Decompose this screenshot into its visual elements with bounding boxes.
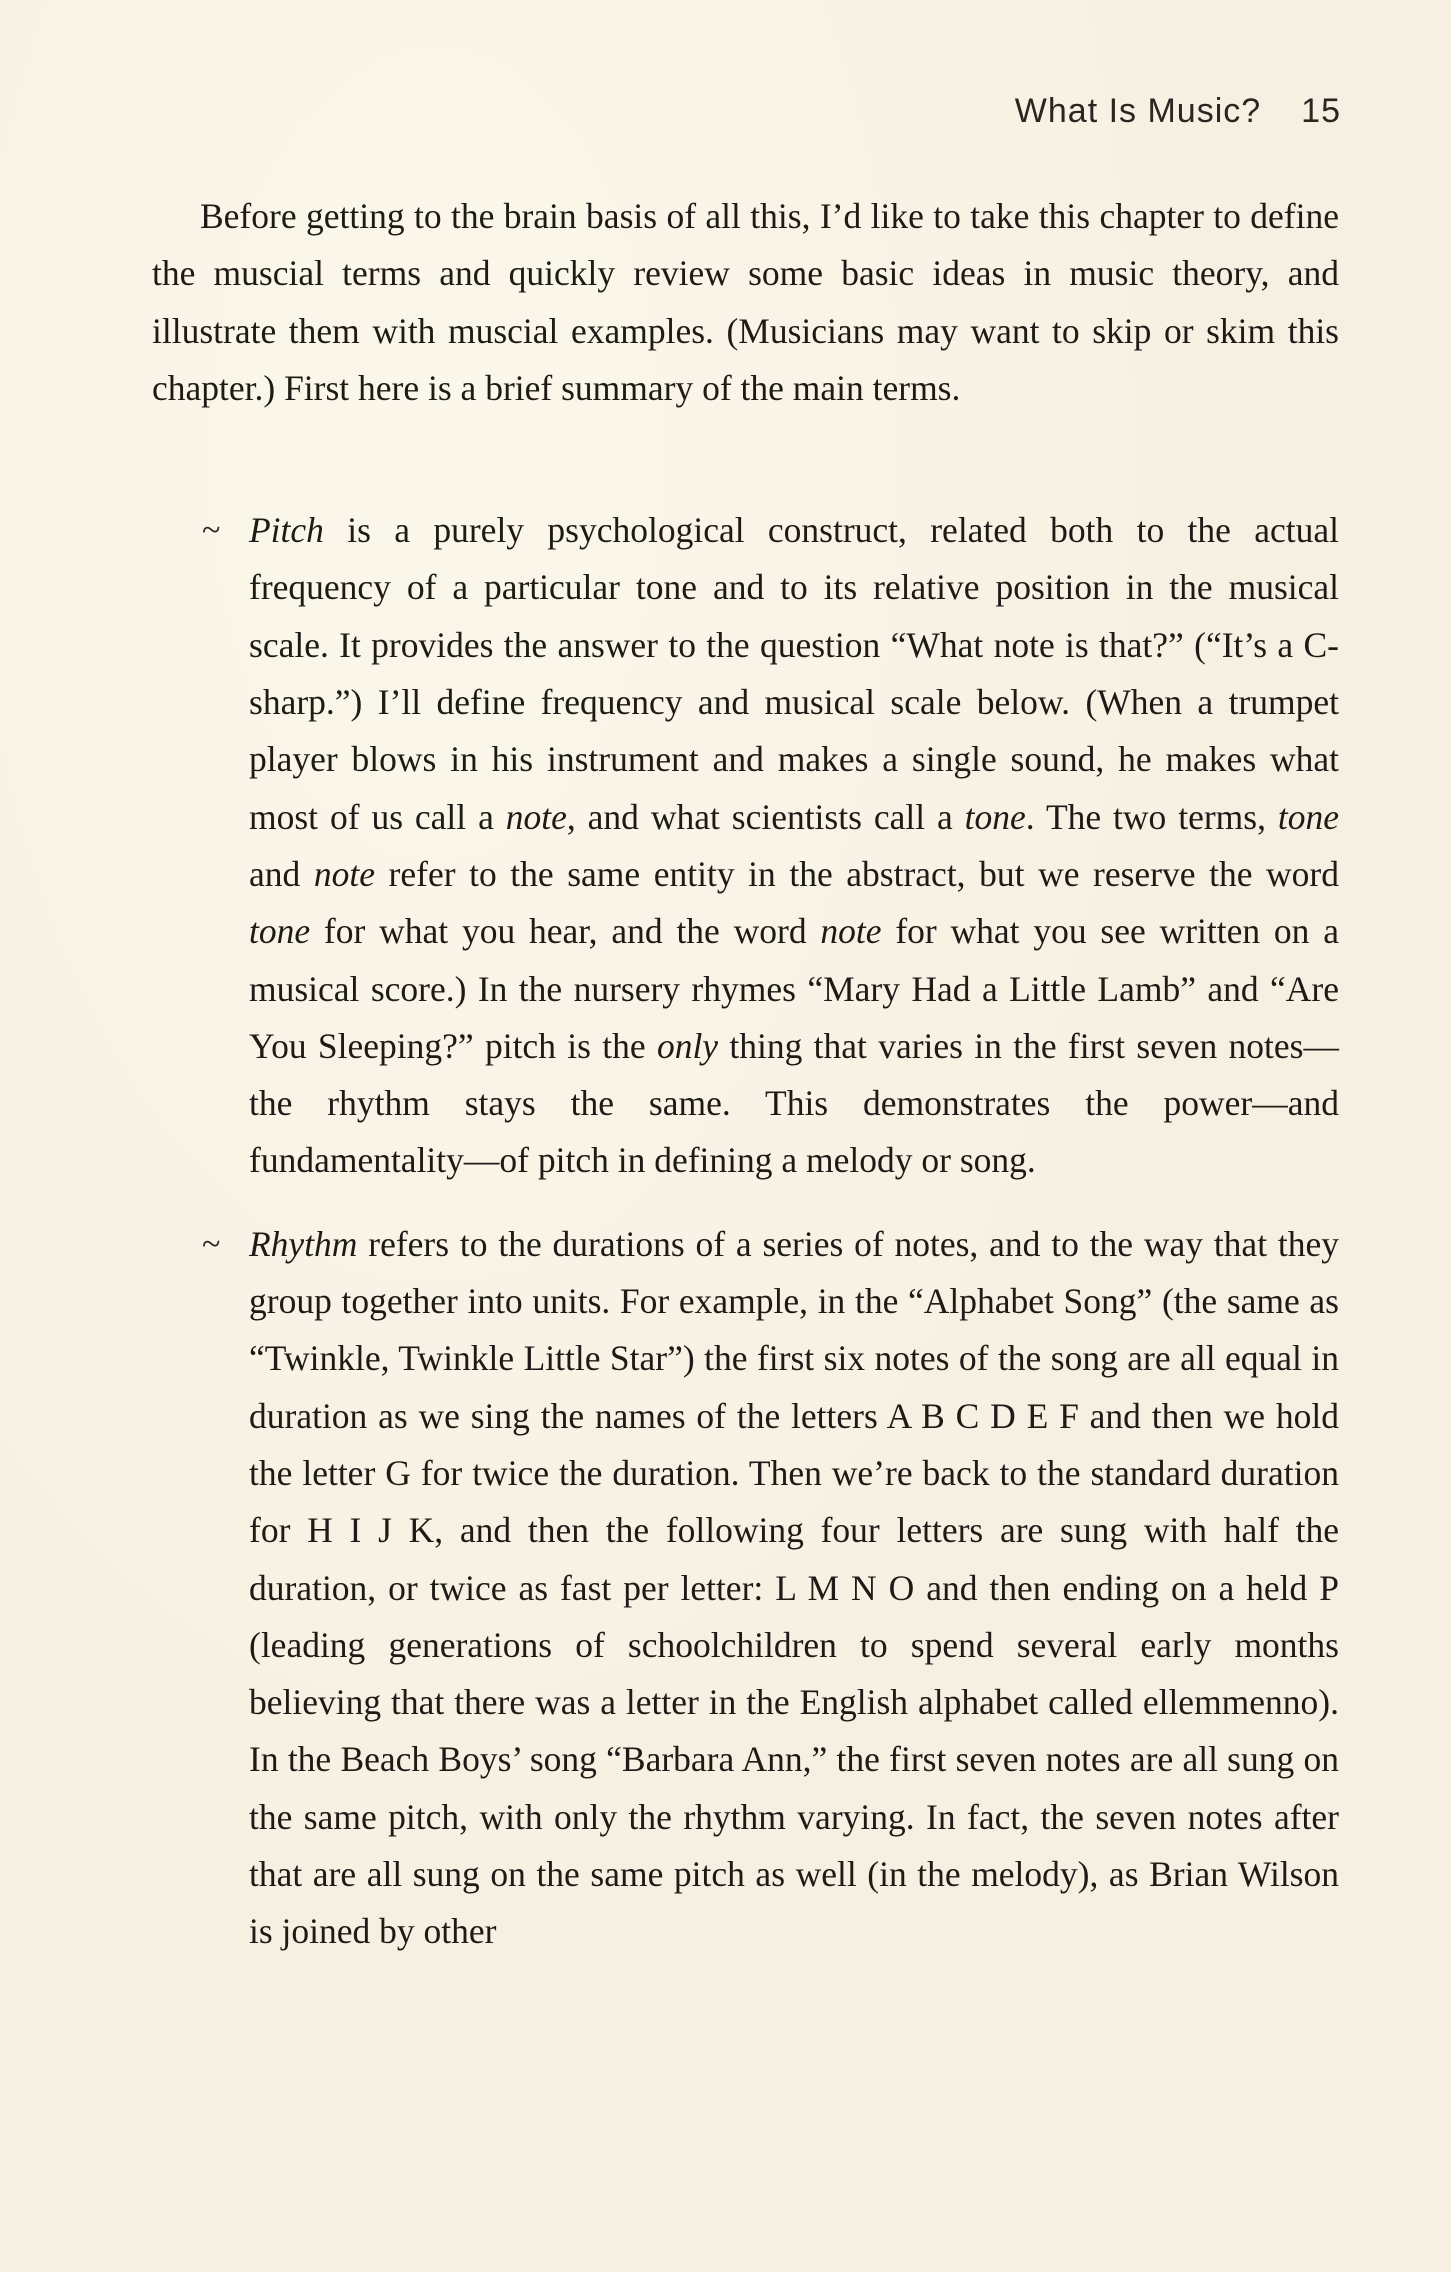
emphasis: tone	[249, 911, 311, 952]
definition-item-rhythm	[152, 1216, 1339, 1961]
running-head	[1015, 92, 1341, 131]
emphasis: tone	[964, 796, 1026, 837]
page-number: 15	[1301, 92, 1341, 130]
emphasis: tone	[1277, 796, 1339, 837]
intro-paragraph: Before getting to the brain basis of all this, I’d like to take this chapter to define the muscial terms and quickly review some basic ideas in music theory, and illustrate them with muscial examples. (Musicians may want to skip or skim this chapter.) First here is a brief summary of the main terms.	[152, 196, 1339, 408]
definition-text: for what you hear, and the word	[310, 911, 821, 952]
tilde-bullet-icon: ~	[202, 512, 221, 550]
term-rhythm: Rhythm	[249, 1223, 358, 1264]
definition-text: refers to the durations of a series of notes, and to the way that they group together into units. For example, in the “Alphabet Song” (the same as “Twinkle, Twinkle Little Star”) the first six notes of the song are all equal in duration as we sing the names of the letters A B C D E F and then we hold the letter G for twice the duration. Then we’re back to the standard duration for H I J K, and then the following four letters are sung with half the duration, or twice as fast per letter: L M N O and then ending on a held P (leading generations of schoolchildren to spend several early months believing that there was a letter in the English alphabet called ellemmenno). In the Beach Boys’ song “Barbara Ann,” the first seven notes are all sung on the same pitch, with only the rhythm varying. In fact, the seven notes after that are all sung on the same pitch as well (in the melody), as Brian Wilson is joined by other	[249, 1223, 1339, 1952]
emphasis: note	[820, 911, 882, 952]
definition-text: for what you see written on a musical score.) In the nursery rhymes “Mary Had a Little Lamb” and “Are You Sleeping?” pitch is the	[249, 911, 1339, 1066]
tilde-bullet-icon: ~	[202, 1225, 221, 1263]
emphasis: note	[505, 796, 567, 837]
definition-text: refer to the same entity in the abstract, but we reserve the word	[374, 853, 1339, 894]
definition-text: is a purely psychological construct, related both to the actual frequency of a particular tone and to its relative position in the musical scale. It provides the answer to the question “What note is that?” (“It’s a C-sharp.”) I’ll define frequency and musical scale below. (When a trumpet player blows in his instrument and makes a single sound, he makes what most of us call a	[249, 510, 1339, 837]
definition-text: thing that varies in the first seven notes—the rhythm stays the same. This demonstrates the power—and fundamentality—of pitch in defining a melody or song.	[249, 1025, 1339, 1181]
definition-item-pitch	[152, 502, 1339, 1190]
definition-text: . The two terms,	[1025, 796, 1278, 837]
definition-text: and	[249, 853, 314, 894]
emphasis: note	[313, 853, 375, 894]
chapter-title: What Is Music?	[1014, 92, 1262, 130]
body-text	[152, 188, 1339, 1961]
term-pitch: Pitch	[249, 510, 324, 551]
emphasis: only	[656, 1025, 719, 1066]
definition-text: , and what scientists call a	[566, 796, 965, 837]
